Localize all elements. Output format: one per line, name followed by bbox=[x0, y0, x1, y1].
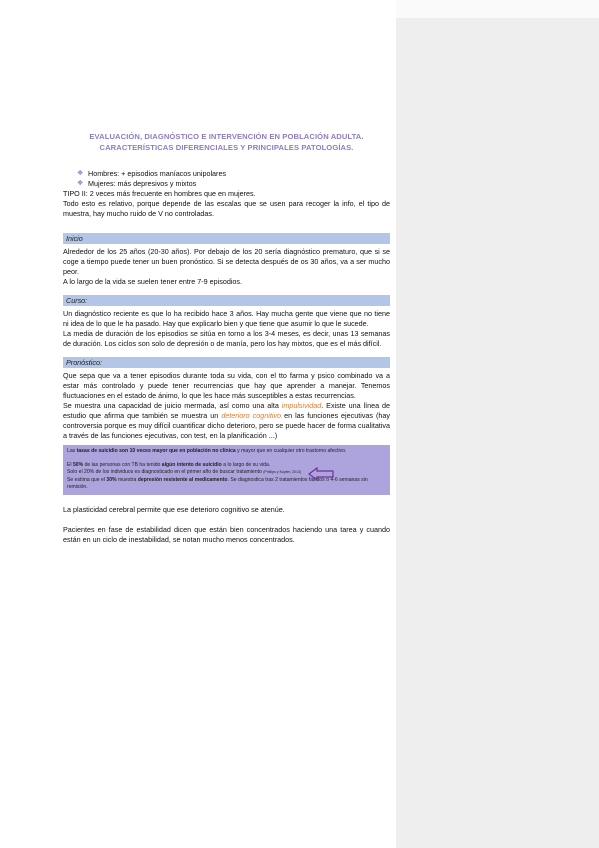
section-heading-curso: Curso: bbox=[63, 295, 390, 306]
document-content bbox=[63, 131, 390, 545]
suicide-statistics-box bbox=[63, 445, 390, 495]
diamond-bullet-icon: ❖ bbox=[77, 180, 84, 187]
curso-paragraph-2: La media de duración de los episodios se sitúa en torno a los 3-4 meses, es decir, unas 13 semanas de duración. Los ciclos son solo de depresión o de manía, pero los hay mixtos, que es el más difícil. bbox=[63, 329, 390, 348]
box-line-1: Las tasas de suicidio son 10 veces mayor que en población no clínica y mayor que en cualquier otro trastorno afectivo. bbox=[67, 448, 347, 454]
title-line-2: CARACTERÍSTICAS DIFERENCIALES Y PRINCIPALES PATOLOGÍAS. bbox=[99, 143, 354, 152]
document-title bbox=[63, 131, 390, 153]
comment-pane-header bbox=[396, 0, 599, 18]
section-heading-inicio: Inicio bbox=[63, 233, 390, 244]
pronostico-paragraph-2: Se muestra una capacidad de juicio mermada, así como una alta impulsividad. Existe una línea de estudio que afirma que también se muestra un deterioro cognitivo en las funciones ejecutivas (hay controversia porque es muy difícil cuantificar dicho deterioro, pero se puede hacer de forma cualitativa a través de las funciones ejecutivas, con test, en la planificación ...) bbox=[63, 401, 390, 440]
gender-bullet-list bbox=[77, 169, 390, 189]
comment-pane bbox=[396, 0, 599, 848]
pronostico-paragraph-1: Que sepa que va a tener episodios durante toda su vida, con el tto farma y psico combinado va a estar más controlado y puede tener recurrencias que hay que aprender a manejar. Tenemos fluctuaciones en el estado de ánimo, lo que les hace más susceptibles a estas recurrencias. bbox=[63, 371, 390, 400]
list-item: ❖ Mujeres: más depresivos y mixtos bbox=[77, 179, 197, 188]
box-line-3: Solo el 20% de los individuos es diagnosticado en el primer año de buscar tratamiento (Phillips y Kupfer, 2013) bbox=[67, 469, 302, 476]
deterioro-cognitivo-highlight: deterioro cognitivo bbox=[221, 411, 282, 420]
estabilidad-paragraph: Pacientes en fase de estabilidad dicen que están bien concentrados haciendo una tarea y cuando están en un ciclo de inestabilidad, se notan mucho menos concentrados. bbox=[63, 525, 390, 545]
tipo2-line: TIPO II: 2 veces más frecuente en hombres que en mujeres. bbox=[63, 189, 256, 198]
tipo2-note: Todo esto es relativo, porque depende de las escalas que se usen para recoger la info, el tipo de muestra, hay mucho ruido de V no controladas. bbox=[63, 199, 390, 218]
list-item: ❖ Hombres: + episodios maníacos unipolares bbox=[77, 169, 227, 178]
curso-paragraph-1: Un diagnóstico reciente es que lo ha recibido hace 3 años. Hay mucha gente que viene que no tiene ni idea de lo que le ha pasado. Hay que explicarlo bien y que tiene que asumir lo que le sucede. bbox=[63, 309, 390, 328]
inicio-paragraph-2: A lo largo de la vida se suelen tener entre 7-9 episodios. bbox=[63, 277, 243, 286]
plasticidad-paragraph: La plasticidad cerebral permite que ese deterioro cognitivo se atenúe. bbox=[63, 505, 285, 515]
box-line-2: El 50% de las personas con TB ha tenido algún intento de suicidio a lo largo de su vida. bbox=[67, 462, 271, 469]
box-line-4: Se estima que el 30% muestra depresión resistente al medicamento. Se diagnostica tras 2 tratamientos fallidos o 4-6 semanas sin remisión. bbox=[67, 476, 368, 490]
left-arrow-icon bbox=[308, 467, 334, 481]
section-heading-pronostico: Pronóstico: bbox=[63, 357, 390, 368]
title-line-1: EVALUACIÓN, DIAGNÓSTICO E INTERVENCIÓN EN POBLACIÓN ADULTA. bbox=[89, 132, 364, 141]
impulsividad-highlight: impulsividad bbox=[281, 401, 322, 410]
diamond-bullet-icon: ❖ bbox=[77, 170, 84, 177]
citation: (Phillips y Kupfer, 2013) bbox=[263, 470, 302, 475]
inicio-paragraph-1: Alrededor de los 25 años (20-30 años). Por debajo de los 20 sería diagnóstico prematuro, que si se coge a tiempo puede tener un buen pronóstico. Si se detecta después de os 30 años, va a ser mucho peor. bbox=[63, 247, 390, 276]
